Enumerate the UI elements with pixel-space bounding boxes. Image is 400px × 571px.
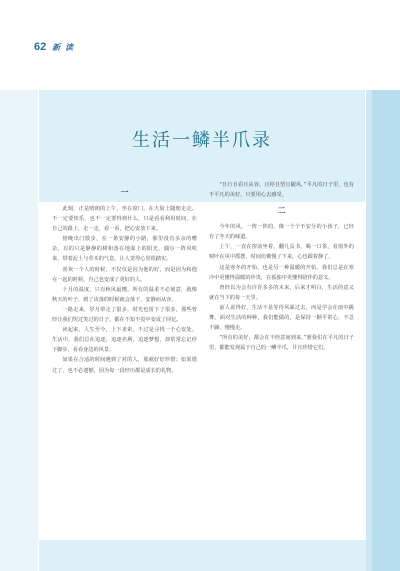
section-label: 新 读: [52, 42, 75, 52]
paragraph: 前人说得好，生活不是等待风暴过去，而是学会在雨中跳舞。面对生活的种种，我们能做的，是保持一颗平常心，不急不躁，慢慢走。: [209, 304, 354, 332]
article-column-right: [209, 180, 354, 353]
page-number: 62: [34, 41, 47, 53]
paragraph: 上午，一直在窗前坐着，翻几页书，喝一口茶，看窗外的树叶在风中摇摆，时间仿佛慢了下来，心也跟着静了。: [209, 244, 354, 261]
page-header: [34, 40, 74, 54]
section-divider-two: 二: [277, 206, 286, 216]
article-column-left: [52, 180, 197, 376]
paragraph: 喜欢一个人的时候，不仅仅是因为他的好，而是因为和他在一起的时候，自己也变成了更好的人。: [52, 266, 197, 283]
paragraph: 如果在合适的时间遇到了对的人，那就好好珍惜；如果错过了，也不必遗憾，因为每一段经历都是成长的礼物。: [52, 357, 197, 374]
paragraph: 傍晚出门散步，在一条安静的小路，那里没有多余的嘈杂，有的只是静静的树和落在地面上的阳光，偶尔一阵风吹来，带着泥土与草木的气息，让人觉得心里很踏实。: [52, 236, 197, 263]
section-divider-one: 一: [120, 188, 129, 197]
paragraph: 此刻，正是晴朗的上午，坐在窗门，在大街上随便走走。不一定要快乐，也不一定要得到什么，只是看看利用时间，在自己的路上，走一走，看一看，把心安放下来。: [52, 206, 197, 233]
article-title: 生活一鳞半爪录: [132, 130, 272, 151]
paragraph: 一路走来，岁月带走了很多，时光也留下了很多，那些曾经让我们哭过笑过的日子，都在不知不觉中变成了回忆。: [52, 306, 197, 324]
left-margin-band: [0, 90, 38, 571]
paragraph: 曾经以为会有许许多多的未来，后来才明白，生活的意义就在当下的每一天里。: [209, 284, 354, 301]
paragraph: 今年的风，一阵一阵的，像一个个不安分的小孩子，已经有了冬天的味道。: [209, 224, 354, 241]
right-decorative-strip-inner: [372, 90, 400, 571]
paragraph: 十月的温度，只有秋风最懂。所有的温柔不必刻意，就像秋天的叶子，到了该落的时候就会落下，安静而从容。: [52, 286, 197, 303]
paragraph: “所有的美好，都会在不经意间到来。”愿我们在平凡的日子里，都能发现属于自己的一鳞半爪，并且珍惜它们。: [209, 335, 354, 352]
paragraph: 这是寒冬的开始，也是另一种温暖的开始。我们总是在寒冷中更懂得温暖的珍贵，在孤独中更懂得陪伴的意义。: [209, 264, 354, 281]
bottom-band: [39, 540, 366, 571]
paragraph: 读起来，人生至今，上下求索。不过是寻找一个心安处。生活中，我们总在追逐，追逐名利，追逐梦想，却常常忘记停下脚步，看看身边的风景。: [52, 327, 197, 354]
quote-paragraph: “且行且看且从容，且停且望且随风。”平凡的日子里，也有不平凡的美好，只要用心去感受。: [209, 182, 354, 199]
